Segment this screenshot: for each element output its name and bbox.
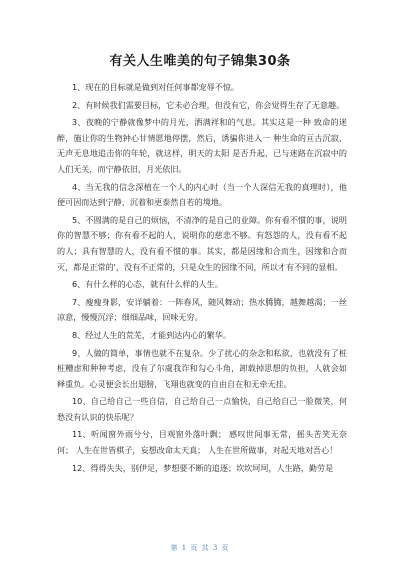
- paragraph-5: 5、不圆满的是自己的烦恼，不清净的是自己的业障。你有看不惯的事，说明你的智慧不够；你有看不起的人，说明你的慈悲不够。有怒怨的人，没有看不起的人；具有智慧的人，没有看不惯的事。其实，都是因缘和合而生，因缘和合而灭，都是正常的'，没有不正常的，只是众生的因缘不同，所以才有不同的显相。: [57, 214, 347, 272]
- paragraph-10: 10、自己给自己一些自信，自己给自己一点愉快，自己给自己一脸微笑，何愁没有认识的快乐呢？: [57, 396, 347, 422]
- paragraph-9: 9、人做的简单，事情也就不在复杂。少了扰心的杂念和私欲，也就没有了桩桩糟虑和种种考虑，没有了尔虞我诈和勾心斗角，卸载掉思想的负担，人就会如释重负。心灵便会长出翅膀，飞翔也就变的自由自在和无牵无挂。: [57, 347, 347, 389]
- paragraph-2: 2、有时候我们需要目标，它未必合理，但没有它，你会觉得生存了无意趣。: [72, 99, 345, 110]
- paragraph-12: 12、得得失失，别伊足，梦想要不断的追逐；坎坎坷坷，人生路，勤劳是: [72, 462, 334, 473]
- document-title: 有关人生唯美的句子锦集30条: [109, 54, 291, 69]
- paragraph-1: 1、现在的目标就是做到对任何事都宠辱不惊。: [72, 82, 240, 92]
- paragraph-8: 8、经过人生的荒芜，才能到达内心的繁华。: [72, 329, 231, 340]
- paragraph-4: 4、当无我的信念深植在一个人的内心时（当一个人深信无我的真理时），他便可因而达到宁静、沉着和更泰然自若的境地。: [57, 181, 347, 208]
- paragraph-3: 3、夜晚的宁静就像梦中的月光，洒满祥和的气息。其实这是一种 致命的迷醉，施让你的生物钟心甘情愿地停摆，然后，诱骗你进入一 种生命的亘古沉寂，无声无息地追击你的年轮，就这样，明天的太阳 是否升起，已与迷路在沉寂中的人们无关，而宁静依旧，月光依旧。: [57, 117, 347, 174]
- paragraph-7: 7、瘦瘦身影，安详躺着：一阵春风，随风舞动；热水腾腾，越舞越渴；一丝凉意，慢慢沉浮；细细品味，回味无穷。: [57, 296, 347, 323]
- page-number-footer: 第 1 页 共 3 页: [170, 544, 230, 552]
- paragraph-6: 6、有什么样的心态，就有什么样的人生。: [72, 279, 223, 290]
- document-body: [57, 80, 347, 478]
- paragraph-11: 11、听闻窗外雨兮兮，目观窗外落叶飘； 感叹世间事无常，摇头苦笑无奈何； 人生在世皆棋子，妄想改命太天真； 人生在世所做事，对起天地对吾心！: [57, 429, 347, 456]
